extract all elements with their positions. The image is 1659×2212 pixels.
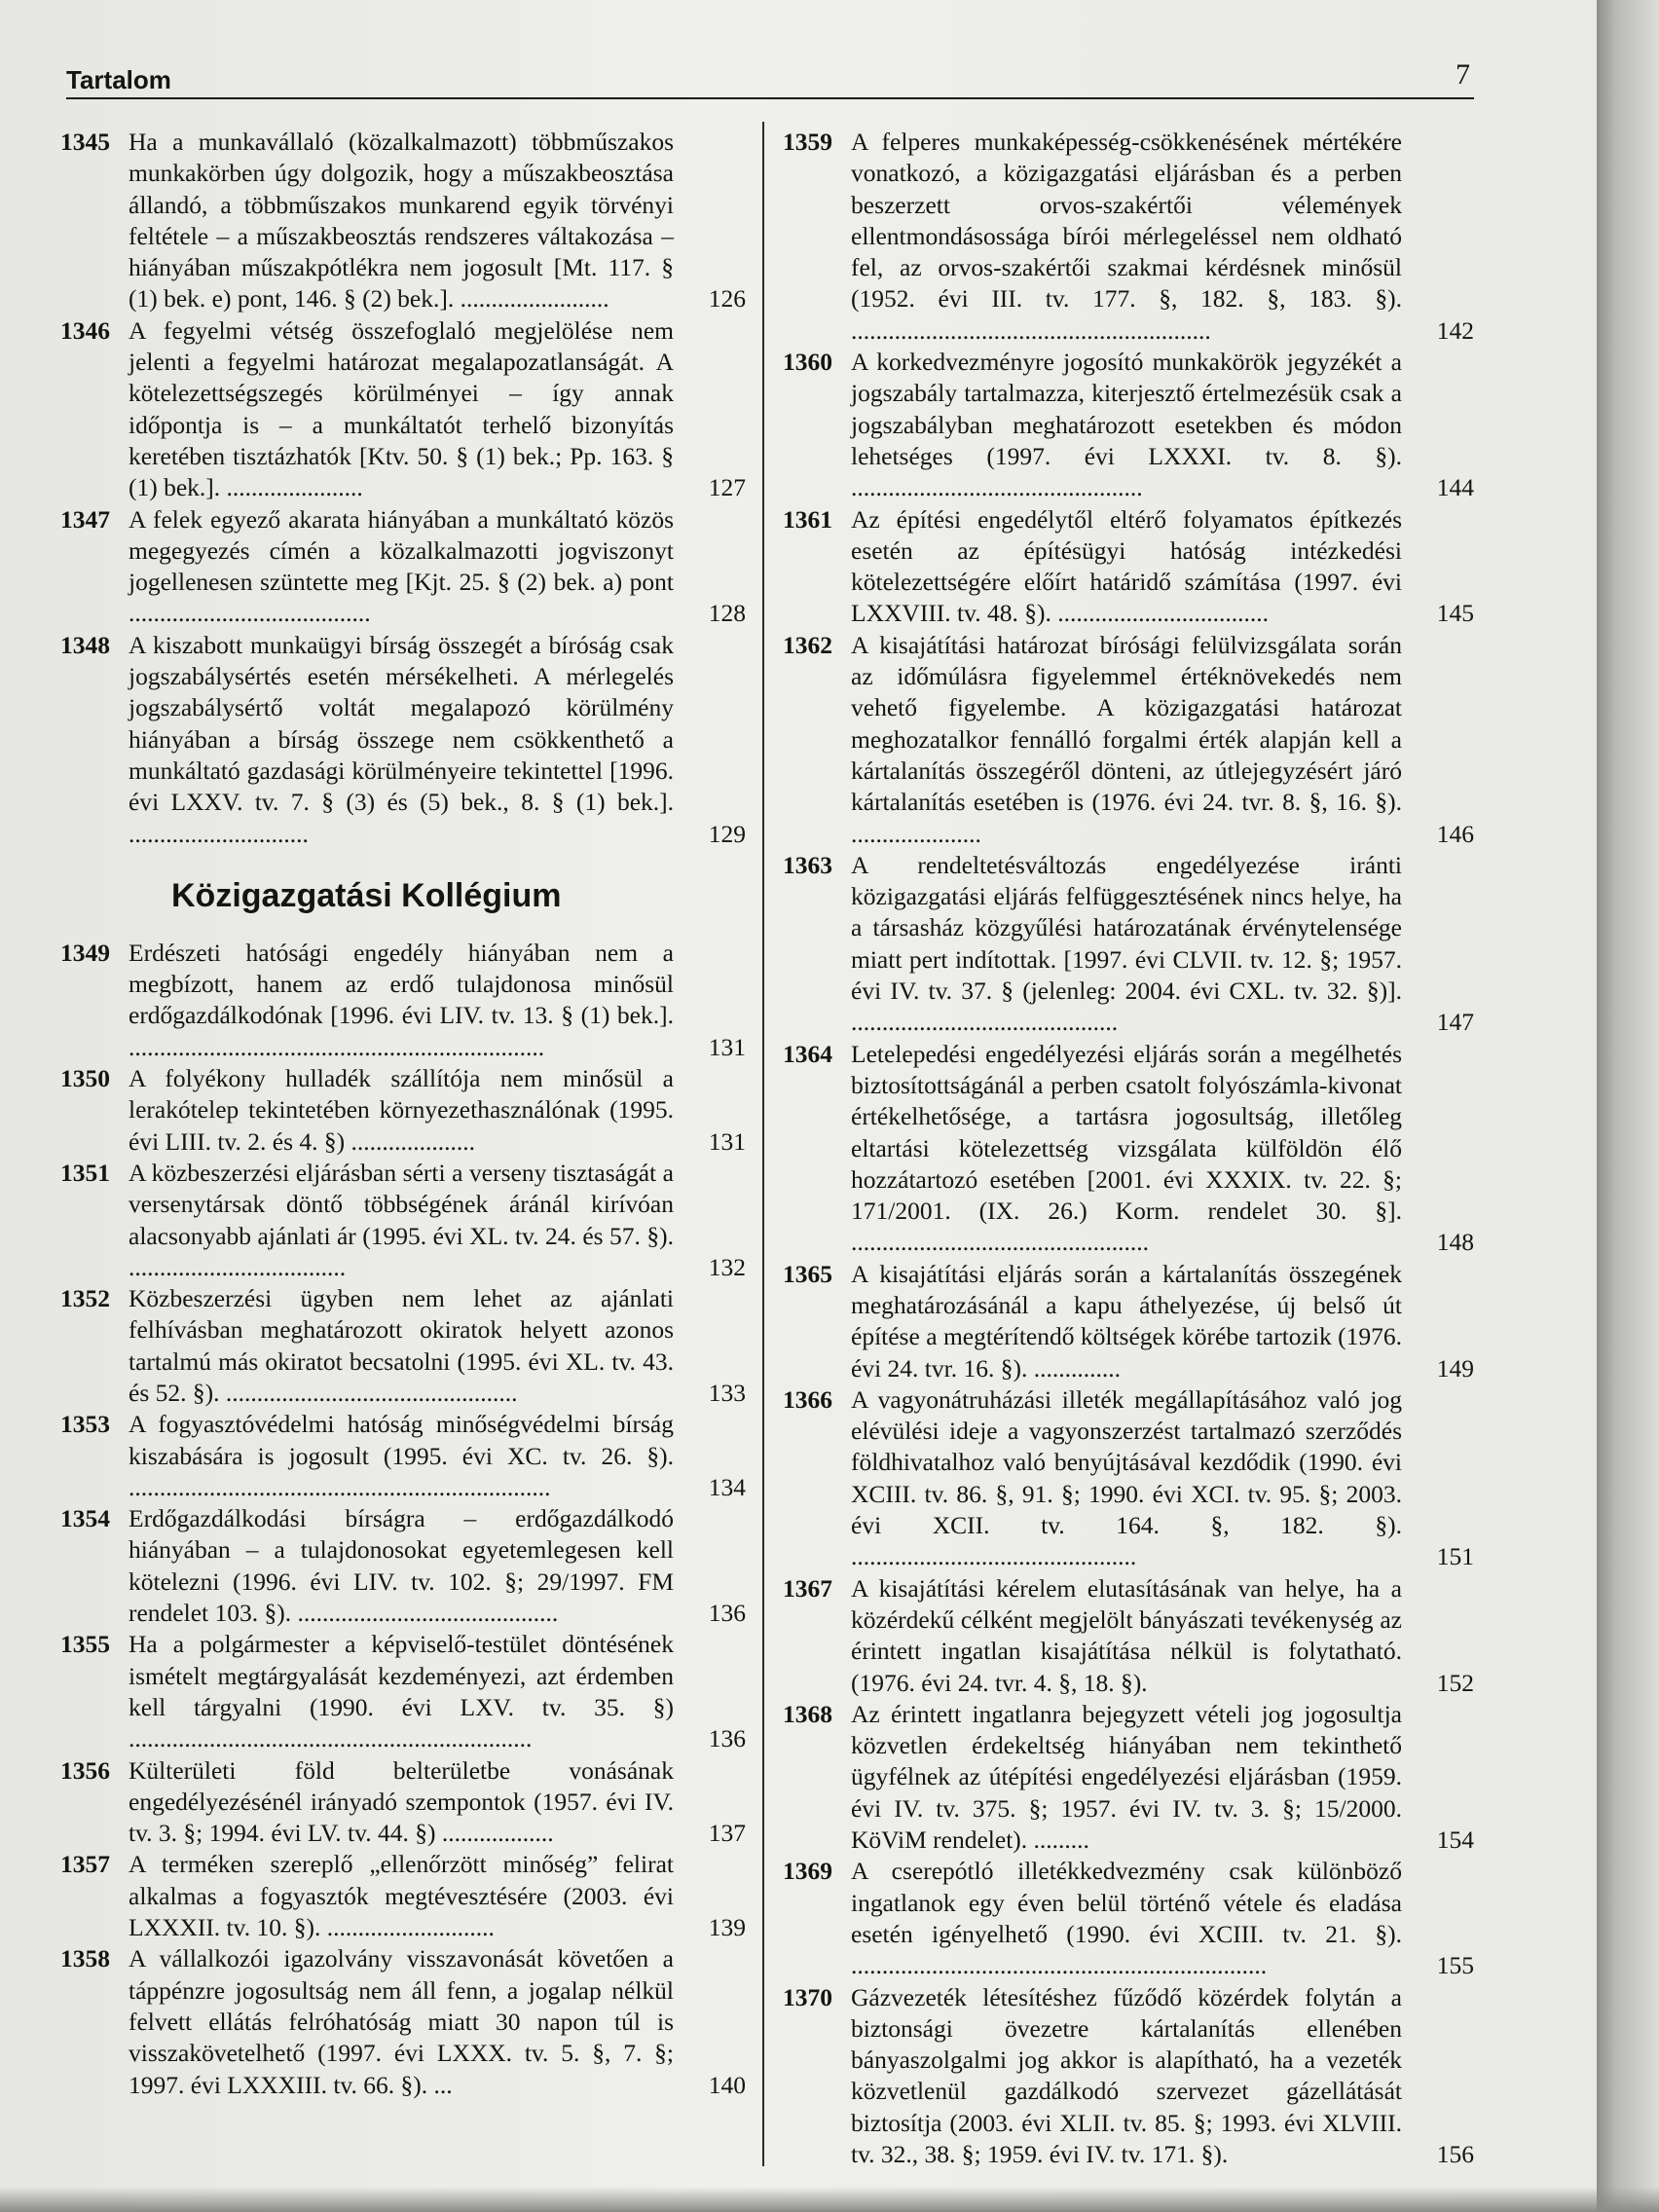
toc-entry	[60, 630, 746, 850]
entry-body	[851, 630, 1474, 850]
entry-text: A közbeszerzési eljárásban sérti a verseny tisztaságát a versenytársak döntő többségének áránál kirívóan alacsonyabb ajánlati ár (1995. évi XL. tv. 24. és 57. §). ...................................	[129, 1158, 674, 1281]
left-column	[60, 127, 746, 2101]
entry-text: Ha a munkavállaló (közalkalmazott) többműszakos munkakörben úgy dolgozik, hogy a műszakbeosztása állandó, a többműszakos munkarend egyik törvényi feltétele – a műszakbeosztás rendszeres váltakozása – hiányában műszakpótlékra nem jogosult [Mt. 117. § (1) bek. e) pont, 146. § (2) bek.]. ........................	[129, 128, 674, 313]
toc-entry	[783, 1039, 1474, 1259]
toc-entry	[783, 1259, 1474, 1384]
labor-entries-list	[60, 127, 746, 850]
entry-body	[129, 127, 746, 315]
toc-entry	[60, 1503, 746, 1629]
entry-text: A felperes munkaképesség-csökkenésének mértékére vonatkozó, a közigazgatási eljárásban és a perben beszerzett orvos-szakértői vélemények ellentmondásossága bírói mérlegeléssel nem oldható fel, az orvos-szakértői szakmai kérdésnek minősül (1952. évi III. tv. 177. §, 182. §, 183. §). ..........................................................	[851, 128, 1402, 345]
entry-page-number: 146	[1436, 819, 1474, 848]
entry-text: A fegyelmi vétség összefoglaló megjelölése nem jelenti a fegyelmi határozat megalapozatlanságát. A kötelezettségszegés körülményei – így annak időpontja is – a munkáltatót terhelő bizonyítás keretében tisztázhatók [Ktv. 50. § (1) bek.; Pp. 163. § (1) bek.]. ......................	[129, 315, 674, 502]
entry-body	[129, 630, 746, 850]
entry-page-number: 139	[708, 1913, 746, 1942]
entry-text: A vagyonátruházási illeték megállapításához való jog elévülési ideje a vagyonszerzést tartalmazó szerződés földhivatalhoz való benyújtásával kezdődik (1990. évi XCIII. tv. 86. §, 91. §; 1990. évi XCI. tv. 95. §; 2003. évi XCII. tv. 164. §, 182. §). ..............................................	[851, 1384, 1402, 1571]
entry-body	[129, 1063, 746, 1158]
entry-body	[851, 1856, 1474, 1981]
entry-text: A felek egyező akarata hiányában a munkáltató közös megegyezés címén a közalkalmazotti jogviszonyt jogellenesen szüntette meg [Kjt. 25. § (2) bek. a) pont .......................................	[129, 504, 674, 628]
toc-entry	[60, 1629, 746, 1754]
entry-number: 1352	[60, 1284, 110, 1313]
toc-entry	[783, 850, 1474, 1039]
entry-text: A folyékony hulladék szállítója nem minősül a lerakótelep tekintetében környezethasználónak (1995. évi LIII. tv. 2. és 4. §) ....................	[129, 1064, 674, 1156]
entry-page-number: 154	[1436, 1825, 1474, 1855]
entry-number: 1370	[783, 1982, 832, 2011]
entry-number: 1353	[60, 1410, 110, 1439]
entry-number: 1362	[783, 630, 832, 659]
header-title: Tartalom	[66, 65, 171, 94]
administrative-entries-list	[60, 938, 746, 2101]
entry-number: 1348	[60, 630, 110, 659]
entry-body	[851, 347, 1474, 503]
entry-number: 1364	[783, 1039, 832, 1068]
entry-body	[129, 1755, 746, 1850]
entry-body	[129, 1943, 746, 2100]
entry-number: 1358	[60, 1944, 110, 1973]
entry-page-number: 148	[1436, 1228, 1474, 1257]
entry-body	[129, 1283, 746, 1409]
bottom-shadow	[0, 2187, 1659, 2212]
entry-number: 1349	[60, 938, 110, 967]
toc-entry	[783, 1384, 1474, 1573]
entry-number: 1361	[783, 504, 832, 534]
entry-body	[129, 1849, 746, 1943]
entry-text: A fogyasztóvédelmi hatóság minőségvédelmi bírság kiszabására is jogosult (1995. évi XC. tv. 26. §). ....................................................................	[129, 1410, 674, 1501]
entry-text: Az építési engedélytől eltérő folyamatos építkezés esetén az építésügyi hatóság intézkedési kötelezettségére előírt határidő számítása (1997. évi LXXVIII. tv. 48. §). ..................................	[851, 504, 1402, 628]
entry-page-number: 144	[1436, 473, 1474, 502]
entry-page-number: 156	[1436, 2140, 1474, 2168]
entry-number: 1359	[783, 128, 832, 156]
entry-text: A vállalkozói igazolvány visszavonását követően a táppénzre jogosultság nem áll fenn, a jogalap nélkül felvett ellátás felróhatóság miatt 30 napon túl is visszakövetelhető (1997. évi LXXX. tv. 5. §, 7. §; 1997. évi LXXXIII. tv. 66. §). ...	[129, 1944, 674, 2099]
entry-body	[851, 1039, 1474, 1259]
entry-body	[851, 1699, 1474, 1856]
column-divider	[762, 122, 764, 2166]
entry-page-number: 155	[1436, 1951, 1474, 1980]
entry-body	[851, 850, 1474, 1039]
entry-page-number: 136	[708, 1724, 746, 1753]
entry-text: Erdészeti hatósági engedély hiányában nem a megbízott, hanem az erdő tulajdonosa minősül erdőgazdálkodónak [1996. évi LIV. tv. 13. § (1) bek.]. ...................................................................	[129, 938, 674, 1061]
toc-entry	[60, 1943, 746, 2100]
entry-body	[851, 504, 1474, 630]
toc-entry	[60, 1849, 746, 1943]
toc-entry	[783, 1573, 1474, 1699]
entry-text: Erdőgazdálkodási bírságra – erdőgazdálkodó hiányában – a tulajdonosokat egyetemlegesen kell kötelezni (1996. évi LIV. tv. 102. §; 29/1997. FM rendelet 103. §). ..........................................	[129, 1504, 674, 1628]
toc-entry	[783, 1699, 1474, 1856]
entry-number: 1367	[783, 1573, 832, 1603]
right-column	[783, 127, 1474, 2170]
entry-body	[129, 315, 746, 504]
entry-number: 1351	[60, 1158, 110, 1187]
section-title: Közigazgatási Kollégium	[171, 876, 562, 914]
entry-page-number: 128	[708, 599, 746, 628]
entry-page-number: 136	[708, 1599, 746, 1628]
toc-entry	[60, 504, 746, 630]
entry-number: 1356	[60, 1755, 110, 1785]
entry-body	[129, 1629, 746, 1754]
entry-body	[851, 1384, 1474, 1573]
entry-body	[129, 938, 746, 1063]
toc-entry	[60, 1063, 746, 1158]
entry-body	[851, 1573, 1474, 1699]
running-header	[66, 49, 1474, 99]
toc-entry	[60, 315, 746, 504]
entry-text: Közbeszerzési ügyben nem lehet az ajánlati felhívásban meghatározott okiratok helyett azonos tartalmú más okiratot becsatolni (1995. évi XL. tv. 43. és 52. §). ...............................................	[129, 1284, 674, 1407]
entry-number: 1354	[60, 1504, 110, 1533]
entry-page-number: 140	[708, 2070, 746, 2099]
entry-page-number: 129	[708, 819, 746, 848]
entry-body	[851, 127, 1474, 347]
entry-number: 1347	[60, 504, 110, 534]
entry-number: 1346	[60, 315, 110, 345]
toc-entry	[783, 1856, 1474, 1981]
entry-number: 1363	[783, 850, 832, 879]
entry-number: 1369	[783, 1857, 832, 1886]
entry-page-number: 142	[1436, 315, 1474, 345]
toc-entry	[60, 127, 746, 315]
page-number: 7	[1456, 58, 1470, 91]
entry-body	[129, 504, 746, 630]
entry-body	[129, 1503, 746, 1629]
entry-text: A terméken szereplő „ellenőrzött minőség” felirat alkalmas a fogyasztók megtévesztésére (2003. évi LXXXII. tv. 10. §). ...........................	[129, 1850, 674, 1942]
entry-body	[129, 1158, 746, 1283]
entry-page-number: 145	[1436, 599, 1474, 628]
entry-text: Letelepedési engedélyezési eljárás során a megélhetés biztosítottságánál a perben csatolt folyószámla-kivonat értékelhetősége, a tartásra jogosultság, illetőleg eltartási kötelezettség vizsgálata külföldön élő hozzátartozó esetében [2001. évi XXXIX. tv. 22. §; 171/2001. (IX. 26.) Korm. rendelet 30. §]. ................................................	[851, 1039, 1402, 1257]
entry-text: A korkedvezményre jogosító munkakörök jegyzékét a jogszabály tartalmazza, kiterjesztő értelmezésük csak a jogszabályban meghatározott esetekben és módon lehetséges (1997. évi LXXXI. tv. 8. §). ...............................................	[851, 348, 1402, 502]
toc-entry	[60, 1755, 746, 1850]
entry-text: Ha a polgármester a képviselő-testület döntésének ismételt megtárgyalását kezdeményezi, azt érdemben kell tárgyalni (1990. évi LXV. tv. 35. §) .................................................................	[129, 1630, 674, 1753]
entry-page-number: 133	[708, 1378, 746, 1407]
entry-number: 1355	[60, 1630, 110, 1659]
entry-page-number: 151	[1436, 1542, 1474, 1571]
entry-number: 1365	[783, 1259, 832, 1288]
toc-entry	[783, 127, 1474, 347]
toc-entry	[783, 347, 1474, 503]
entry-page-number: 132	[708, 1252, 746, 1281]
entry-number: 1360	[783, 348, 832, 377]
entry-text: A kisajátítási kérelem elutasításának van helye, ha a közérdekű célként megjelölt bányászati tevékenység az érintett ingatlan kisajátítása nélkül is folytatható. (1976. évi 24. tvr. 4. §, 18. §).	[851, 1573, 1402, 1697]
entry-text: Gázvezeték létesítéshez fűződő közérdek folytán a biztonsági övezetre kártalanítás ellenében bányaszolgalmi jog akkor is alapítható, ha a vezeték közvetlenül gazdálkodó szervezet gázellátását biztosítja (2003. évi XLII. tv. 85. §; 1993. évi XLVIII. tv. 32., 38. §; 1959. évi IV. tv. 171. §).	[851, 1982, 1402, 2168]
entry-page-number: 126	[708, 284, 746, 313]
entry-page-number: 147	[1436, 1008, 1474, 1037]
entry-page-number: 137	[708, 1819, 746, 1848]
toc-entry	[60, 938, 746, 1063]
entry-page-number: 134	[708, 1472, 746, 1501]
entry-text: A kisajátítási határozat bírósági felülvizsgálata során az időmúlásra figyelemmel értéknövekedés nem vehető figyelembe. A közigazgatási határozat meghozatalkor fennálló forgalmi érték alapján kell a kártalanítás összegéről dönteni, az útlejegyzésért járó kártalanítás esetében is (1976. évi 24. tvr. 8. §, 16. §). .....................	[851, 630, 1402, 848]
entry-number: 1357	[60, 1850, 110, 1879]
entry-page-number: 149	[1436, 1353, 1474, 1382]
entry-page-number: 131	[708, 1126, 746, 1156]
administrative-entries-list-continued	[783, 127, 1474, 2170]
entry-text: A cserepótló illetékkedvezmény csak különböző ingatlanok egy éven belül történő vétele és eladása esetén igényelhető (1990. évi XCIII. tv. 21. §). ...................................................................	[851, 1857, 1402, 1980]
toc-entry	[783, 630, 1474, 850]
entry-text: A rendeltetésváltozás engedélyezése iránti közigazgatási eljárás felfüggesztésének nincs helye, ha a társasház közgyűlési határozatának érvénytelensége miatt pert indítottak. [1997. évi CLVII. tv. 12. §; 1957. évi IV. tv. 37. § (jelenleg: 2004. évi CXL. tv. 32. §)]. ...........................................	[851, 850, 1402, 1037]
entry-body	[129, 1409, 746, 1503]
entry-text: A kiszabott munkaügyi bírság összegét a bíróság csak jogszabálysértés esetén mérsékelheti. A mérlegelés jogszabálysértő voltát megalapozó körülmény hiányában a bírság összege nem csökkenthető a munkáltató gazdasági körülményeire tekintettel [1996. évi LXXV. tv. 7. § (3) és (5) bek., 8. § (1) bek.]. .............................	[129, 630, 674, 848]
entry-number: 1366	[783, 1384, 832, 1414]
entry-body	[851, 1259, 1474, 1384]
entry-body	[851, 1982, 1474, 2171]
toc-entry	[60, 1158, 746, 1283]
entry-number: 1368	[783, 1699, 832, 1728]
entry-text: Külterületi föld belterületbe vonásának engedélyezésénél irányadó szempontok (1957. évi IV. tv. 3. §; 1994. évi LV. tv. 44. §) ..................	[129, 1755, 674, 1848]
entry-number: 1345	[60, 128, 110, 156]
entry-text: A kisajátítási eljárás során a kártalanítás összegének meghatározásánál a kapu áthelyezése, új belső út építése a megtérítendő költségek körébe tartozik (1976. évi 24. tvr. 16. §). ..............	[851, 1259, 1402, 1382]
toc-entry	[60, 1283, 746, 1409]
entry-page-number: 152	[1436, 1668, 1474, 1697]
toc-entry	[783, 1982, 1474, 2171]
entry-page-number: 131	[708, 1032, 746, 1061]
entry-text: Az érintett ingatlanra bejegyzett vételi jog jogosultja közvetlen érdekeltség hiányában nem tekinthető ügyfélnek az útépítési engedélyezési eljárásban (1959. évi IV. tv. 375. §; 1957. évi IV. tv. 3. §; 15/2000. KöViM rendelet). .........	[851, 1699, 1402, 1855]
entry-number: 1350	[60, 1064, 110, 1093]
book-page-edge	[1597, 0, 1659, 2212]
toc-entry	[60, 1409, 746, 1503]
entry-page-number: 127	[708, 473, 746, 502]
toc-entry	[783, 504, 1474, 630]
